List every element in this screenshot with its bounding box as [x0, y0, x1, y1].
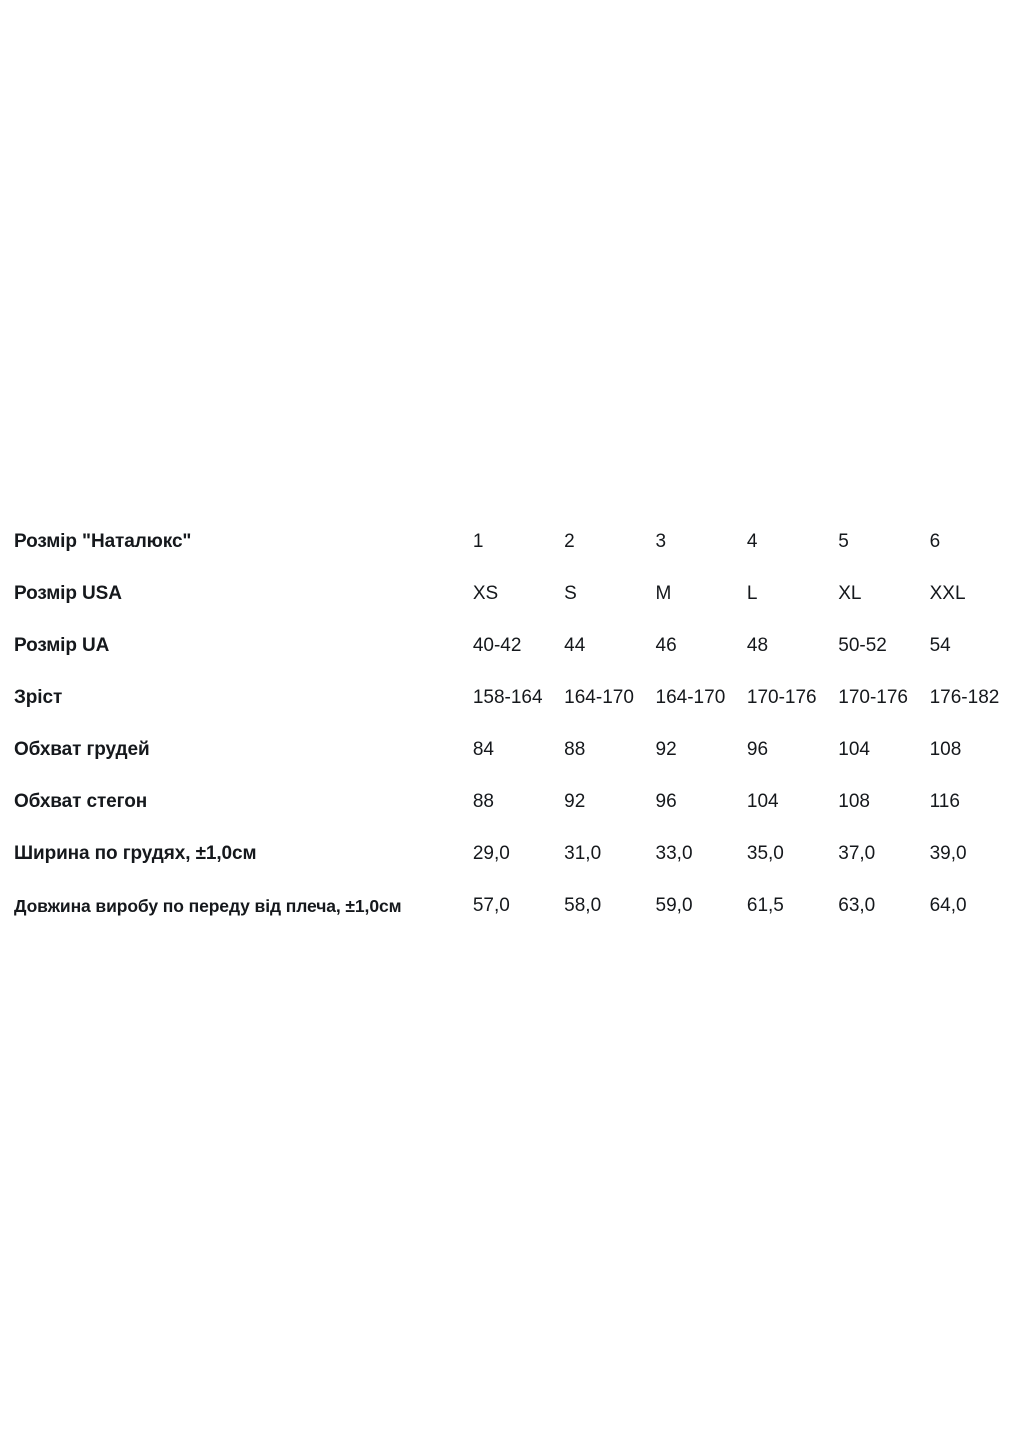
cell-hip-girth-1: 88: [472, 791, 494, 812]
cell-hip-girth-4: 104: [746, 791, 779, 812]
cell-front-length-1: 57,0: [472, 895, 510, 916]
cell-front-length-4: 61,5: [746, 895, 784, 916]
cell-ua-size-4: 48: [746, 635, 769, 656]
cell-height-4: 170-176: [746, 687, 817, 708]
cell-chest-girth-5: 104: [838, 739, 870, 760]
cell-chest-girth-4: 96: [746, 739, 769, 760]
cell-chest-girth-2: 88: [564, 739, 586, 760]
cell-chest-girth-6: 108: [929, 739, 962, 760]
cell-brand-size-1: 1: [472, 531, 484, 552]
cell-hip-girth-2: 92: [564, 791, 586, 812]
row-label-chest-girth: Обхват грудей: [14, 739, 150, 760]
row-label-hip-girth: Обхват стегон: [14, 791, 148, 812]
row-label-ua-size: Розмір UA: [14, 635, 110, 656]
cell-front-length-5: 63,0: [838, 895, 876, 916]
cell-ua-size-3: 46: [655, 635, 677, 656]
cell-hip-girth-6: 116: [929, 791, 960, 812]
cell-height-6: 176-182: [929, 687, 1000, 708]
cell-chest-width-6: 39,0: [929, 843, 967, 864]
cell-chest-girth-3: 92: [655, 739, 677, 760]
cell-brand-size-3: 3: [655, 531, 667, 552]
cell-hip-girth-3: 96: [655, 791, 677, 812]
cell-height-1: 158-164: [472, 687, 543, 708]
cell-usa-size-6: XXL: [929, 583, 966, 604]
cell-chest-width-2: 31,0: [564, 843, 602, 864]
cell-hip-girth-5: 108: [838, 791, 870, 812]
row-label-chest-width: Ширина по грудях, ±1,0см: [14, 843, 257, 864]
cell-chest-width-5: 37,0: [838, 843, 876, 864]
cell-ua-size-2: 44: [564, 635, 586, 656]
cell-front-length-3: 59,0: [655, 895, 693, 916]
table-row: [14, 880, 1021, 932]
cell-chest-girth-1: 84: [472, 739, 494, 760]
table-row: [14, 724, 1021, 776]
cell-brand-size-2: 2: [564, 531, 575, 552]
cell-brand-size-6: 6: [929, 531, 941, 552]
row-label-front-length: Довжина виробу по переду від плеча, ±1,0см: [14, 896, 402, 916]
row-label-height: Зріст: [14, 687, 63, 708]
cell-brand-size-5: 5: [838, 531, 849, 552]
cell-height-3: 164-170: [655, 687, 726, 708]
cell-usa-size-1: XS: [472, 583, 499, 604]
table-row: [14, 828, 1021, 880]
cell-usa-size-2: S: [564, 583, 577, 604]
cell-ua-size-6: 54: [929, 635, 951, 656]
cell-brand-size-4: 4: [746, 531, 758, 552]
table-row: [14, 516, 1021, 568]
cell-ua-size-1: 40-42: [472, 635, 522, 656]
cell-chest-width-3: 33,0: [655, 843, 693, 864]
cell-chest-width-4: 35,0: [746, 843, 784, 864]
cell-chest-width-1: 29,0: [472, 843, 510, 864]
cell-usa-size-5: XL: [838, 583, 862, 604]
cell-usa-size-4: L: [746, 583, 758, 604]
row-label-usa-size: Розмір USA: [14, 583, 122, 604]
table-row: [14, 776, 1021, 828]
table-row: [14, 620, 1021, 672]
size-table: [14, 516, 1021, 932]
cell-usa-size-3: M: [655, 583, 672, 604]
size-table-container: [14, 516, 1021, 932]
row-label-brand-size: Розмір "Наталюкс": [14, 531, 192, 552]
cell-front-length-2: 58,0: [564, 895, 602, 916]
table-row: [14, 672, 1021, 724]
cell-height-2: 164-170: [564, 687, 634, 708]
cell-ua-size-5: 50-52: [838, 635, 887, 656]
cell-height-5: 170-176: [838, 687, 908, 708]
table-row: [14, 568, 1021, 620]
cell-front-length-6: 64,0: [929, 895, 967, 916]
